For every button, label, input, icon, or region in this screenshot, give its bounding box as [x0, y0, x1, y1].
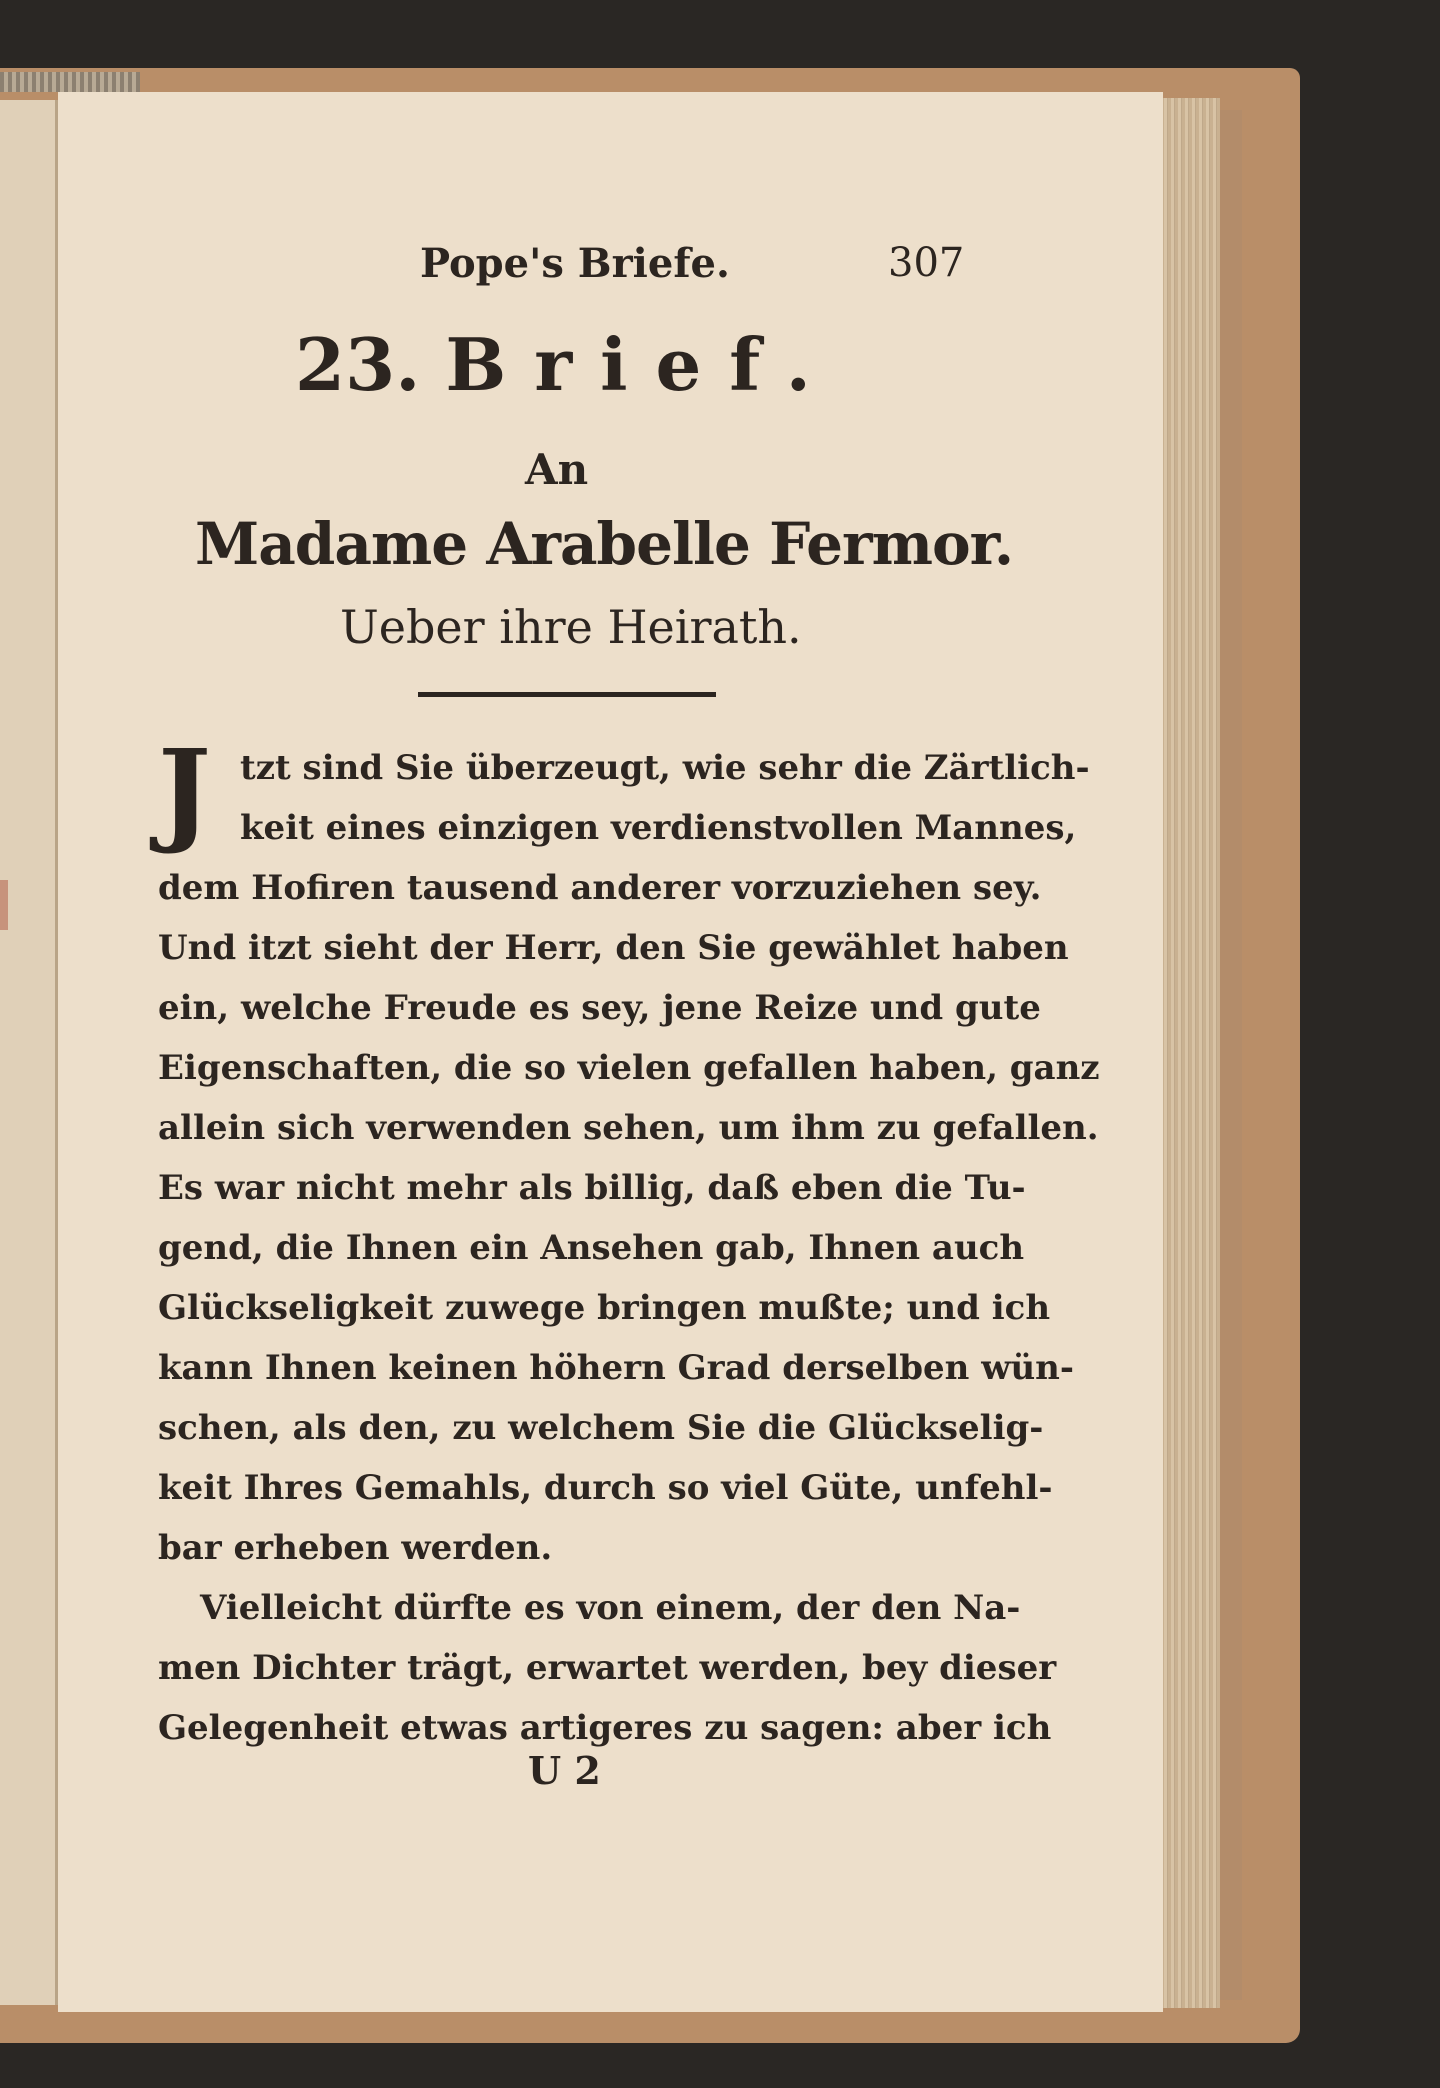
- body-line: allein sich verwenden sehen, um ihm zu gefallen.: [158, 1108, 1099, 1148]
- body-line: schen, als den, zu welchem Sie die Glückselig-: [158, 1408, 1044, 1448]
- letter-subject: Ueber ihre Heirath.: [340, 600, 802, 654]
- cover-edge: [1220, 110, 1242, 2000]
- bookmark-ribbon: [0, 72, 140, 92]
- body-line: gend, die Ihnen ein Ansehen gab, Ihnen auch: [158, 1228, 1025, 1268]
- body-line: Gelegenheit etwas artigeres zu sagen: aber ich: [158, 1708, 1052, 1748]
- letter-word: Brief.: [445, 322, 839, 407]
- heading-rule: [418, 692, 716, 697]
- drop-cap: J: [158, 726, 211, 857]
- address-prefix: An: [525, 445, 589, 494]
- page-number: 307: [888, 240, 965, 286]
- body-line: keit Ihres Gemahls, durch so viel Güte, unfehl-: [158, 1468, 1053, 1508]
- signature-mark: U 2: [528, 1748, 601, 1793]
- addressee: Madame Arabelle Fermor.: [195, 510, 1014, 578]
- letter-body: [158, 726, 1100, 1758]
- body-line: bar erheben werden.: [158, 1528, 553, 1568]
- left-page-edge: [0, 100, 58, 2005]
- body-line: dem Hofiren tausend anderer vorzuziehen sey.: [158, 868, 1042, 908]
- body-line: Vielleicht dürfte es von einem, der den Na-: [200, 1588, 1021, 1628]
- letter-number: 23.: [295, 322, 421, 407]
- page-stain: [0, 880, 8, 930]
- body-line: Und itzt sieht der Herr, den Sie gewählet haben: [158, 928, 1069, 968]
- body-line: keit eines einzigen verdienstvollen Mannes,: [240, 808, 1077, 848]
- body-line: Eigenschaften, die so vielen gefallen haben, ganz: [158, 1048, 1100, 1088]
- body-line: Es war nicht mehr als billig, daß eben die Tu-: [158, 1168, 1026, 1208]
- body-line: tzt sind Sie überzeugt, wie sehr die Zärtlich-: [240, 748, 1090, 788]
- body-line: kann Ihnen keinen höhern Grad derselben wün-: [158, 1348, 1075, 1388]
- letter-heading: [295, 322, 839, 407]
- running-head: Pope's Briefe.: [420, 240, 730, 287]
- body-line: ein, welche Freude es sey, jene Reize und gute: [158, 988, 1041, 1028]
- body-line: men Dichter trägt, erwartet werden, bey dieser: [158, 1648, 1057, 1688]
- body-line: Glückseligkeit zuwege bringen mußte; und ich: [158, 1288, 1051, 1328]
